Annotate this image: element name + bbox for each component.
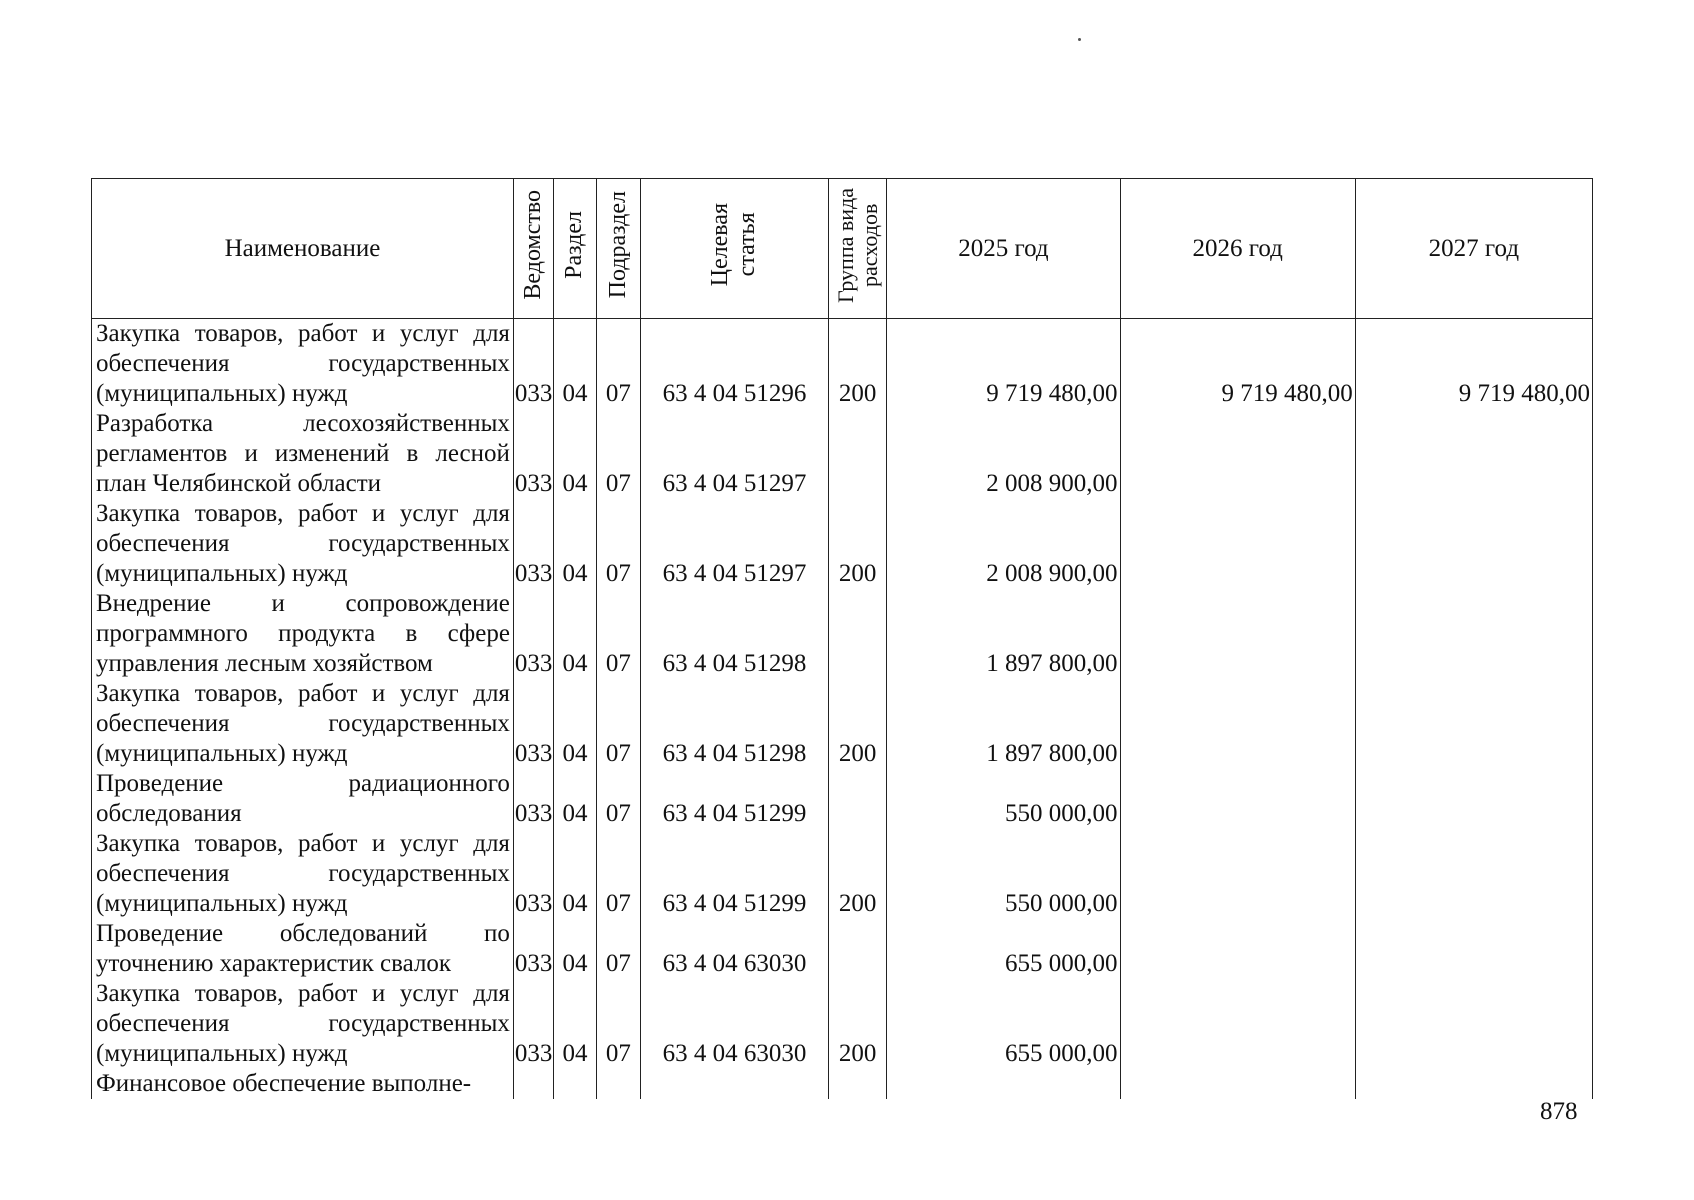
row-amount-2026-cell (1120, 499, 1355, 589)
row-dept-cell: 033 (513, 589, 553, 679)
row-amount-2027-cell (1355, 409, 1592, 499)
row-section-cell: 04 (554, 769, 596, 829)
row-name-cell: Внедрение и сопровождение программного продукта в сфере управления лесным хозяйством (92, 589, 514, 679)
row-group-cell: 200 (828, 829, 887, 919)
row-dept-cell: 033 (513, 979, 553, 1069)
table-row (92, 1069, 1593, 1099)
row-amount-2027-cell (1355, 1069, 1592, 1099)
header-expense-group: Группа вида расходов (828, 179, 887, 319)
table-row (92, 769, 1593, 829)
row-section-cell: 04 (554, 589, 596, 679)
table-header-row (92, 179, 1593, 319)
row-name-cell: Проведение обследований по уточнению характеристик свалок (92, 919, 514, 979)
row-section-cell (554, 1069, 596, 1099)
row-dept-cell: 033 (513, 679, 553, 769)
row-subsection-cell: 07 (596, 589, 640, 679)
table-row (92, 829, 1593, 919)
row-name-cell: Закупка товаров, работ и услуг для обеспечения государственных (муниципальных) нужд (92, 679, 514, 769)
budget-table (91, 178, 1593, 1099)
table-row (92, 679, 1593, 769)
row-amount-2026-cell (1120, 919, 1355, 979)
row-section-cell: 04 (554, 409, 596, 499)
row-target-cell: 63 4 04 51296 (641, 319, 829, 410)
row-amount-2026-cell (1120, 979, 1355, 1069)
row-target-cell: 63 4 04 51297 (641, 409, 829, 499)
row-name-cell: Закупка товаров, работ и услуг для обеспечения государственных (муниципальных) нужд (92, 979, 514, 1069)
row-group-cell (828, 1069, 887, 1099)
row-section-cell: 04 (554, 829, 596, 919)
row-target-cell: 63 4 04 51298 (641, 589, 829, 679)
row-amount-2027-cell (1355, 769, 1592, 829)
table-row (92, 919, 1593, 979)
row-dept-cell: 033 (513, 829, 553, 919)
row-name-cell: Закупка товаров, работ и услуг для обеспечения государственных (муниципальных) нужд (92, 499, 514, 589)
page-number: 878 (1540, 1098, 1578, 1125)
row-amount-2025-cell: 1 897 800,00 (887, 589, 1120, 679)
header-2025: 2025 год (887, 179, 1120, 319)
scan-speck (1078, 38, 1081, 41)
row-name-cell: Проведение радиационного обследования (92, 769, 514, 829)
row-amount-2026-cell (1120, 409, 1355, 499)
row-amount-2025-cell (887, 1069, 1120, 1099)
row-amount-2027-cell (1355, 679, 1592, 769)
row-group-cell: 200 (828, 979, 887, 1069)
row-amount-2025-cell: 2 008 900,00 (887, 499, 1120, 589)
row-section-cell: 04 (554, 319, 596, 410)
header-name: Наименование (92, 179, 514, 319)
row-target-cell: 63 4 04 63030 (641, 979, 829, 1069)
row-section-cell: 04 (554, 979, 596, 1069)
row-amount-2025-cell: 9 719 480,00 (887, 319, 1120, 410)
row-group-cell (828, 589, 887, 679)
row-subsection-cell: 07 (596, 919, 640, 979)
row-subsection-cell: 07 (596, 499, 640, 589)
row-group-cell: 200 (828, 679, 887, 769)
row-dept-cell: 033 (513, 769, 553, 829)
row-subsection-cell: 07 (596, 409, 640, 499)
header-subsection: Подраздел (596, 179, 640, 319)
row-dept-cell: 033 (513, 409, 553, 499)
table-body (92, 319, 1593, 1100)
row-name-cell: Закупка товаров, работ и услуг для обеспечения государственных (муниципальных) нужд (92, 829, 514, 919)
row-subsection-cell: 07 (596, 679, 640, 769)
row-amount-2026-cell: 9 719 480,00 (1120, 319, 1355, 410)
row-amount-2027-cell (1355, 979, 1592, 1069)
row-subsection-cell: 07 (596, 979, 640, 1069)
row-target-cell: 63 4 04 63030 (641, 919, 829, 979)
row-dept-cell: 033 (513, 499, 553, 589)
header-dept: Ведомство (513, 179, 553, 319)
row-group-cell (828, 919, 887, 979)
row-amount-2025-cell: 550 000,00 (887, 829, 1120, 919)
header-2026: 2026 год (1120, 179, 1355, 319)
row-group-cell (828, 409, 887, 499)
row-section-cell: 04 (554, 499, 596, 589)
row-target-cell: 63 4 04 51299 (641, 829, 829, 919)
row-name-cell: Закупка товаров, работ и услуг для обеспечения государственных (муниципальных) нужд (92, 319, 514, 410)
table-row (92, 979, 1593, 1069)
row-target-cell: 63 4 04 51297 (641, 499, 829, 589)
table-row (92, 589, 1593, 679)
row-amount-2025-cell: 655 000,00 (887, 919, 1120, 979)
header-section: Раздел (554, 179, 596, 319)
row-target-cell (641, 1069, 829, 1099)
table-row (92, 409, 1593, 499)
row-amount-2025-cell: 1 897 800,00 (887, 679, 1120, 769)
row-amount-2027-cell (1355, 919, 1592, 979)
row-section-cell: 04 (554, 919, 596, 979)
header-target-article: Целевая статья (641, 179, 829, 319)
row-amount-2027-cell (1355, 829, 1592, 919)
row-name-cell: Разработка лесохозяйственных регламентов и изменений в лесной план Челябинской области (92, 409, 514, 499)
row-subsection-cell: 07 (596, 319, 640, 410)
row-group-cell: 200 (828, 319, 887, 410)
row-target-cell: 63 4 04 51298 (641, 679, 829, 769)
row-dept-cell: 033 (513, 919, 553, 979)
row-group-cell (828, 769, 887, 829)
row-amount-2026-cell (1120, 1069, 1355, 1099)
row-subsection-cell: 07 (596, 769, 640, 829)
row-name-cell: Финансовое обеспечение выполне- (92, 1069, 514, 1099)
row-amount-2027-cell (1355, 589, 1592, 679)
row-target-cell: 63 4 04 51299 (641, 769, 829, 829)
header-2027: 2027 год (1355, 179, 1592, 319)
row-amount-2025-cell: 655 000,00 (887, 979, 1120, 1069)
table-row (92, 319, 1593, 410)
row-group-cell: 200 (828, 499, 887, 589)
row-dept-cell (513, 1069, 553, 1099)
row-subsection-cell: 07 (596, 829, 640, 919)
row-amount-2027-cell (1355, 499, 1592, 589)
row-amount-2025-cell: 2 008 900,00 (887, 409, 1120, 499)
row-amount-2025-cell: 550 000,00 (887, 769, 1120, 829)
row-dept-cell: 033 (513, 319, 553, 410)
row-amount-2027-cell: 9 719 480,00 (1355, 319, 1592, 410)
row-amount-2026-cell (1120, 829, 1355, 919)
row-amount-2026-cell (1120, 589, 1355, 679)
row-amount-2026-cell (1120, 679, 1355, 769)
row-amount-2026-cell (1120, 769, 1355, 829)
row-section-cell: 04 (554, 679, 596, 769)
row-subsection-cell (596, 1069, 640, 1099)
table-row (92, 499, 1593, 589)
